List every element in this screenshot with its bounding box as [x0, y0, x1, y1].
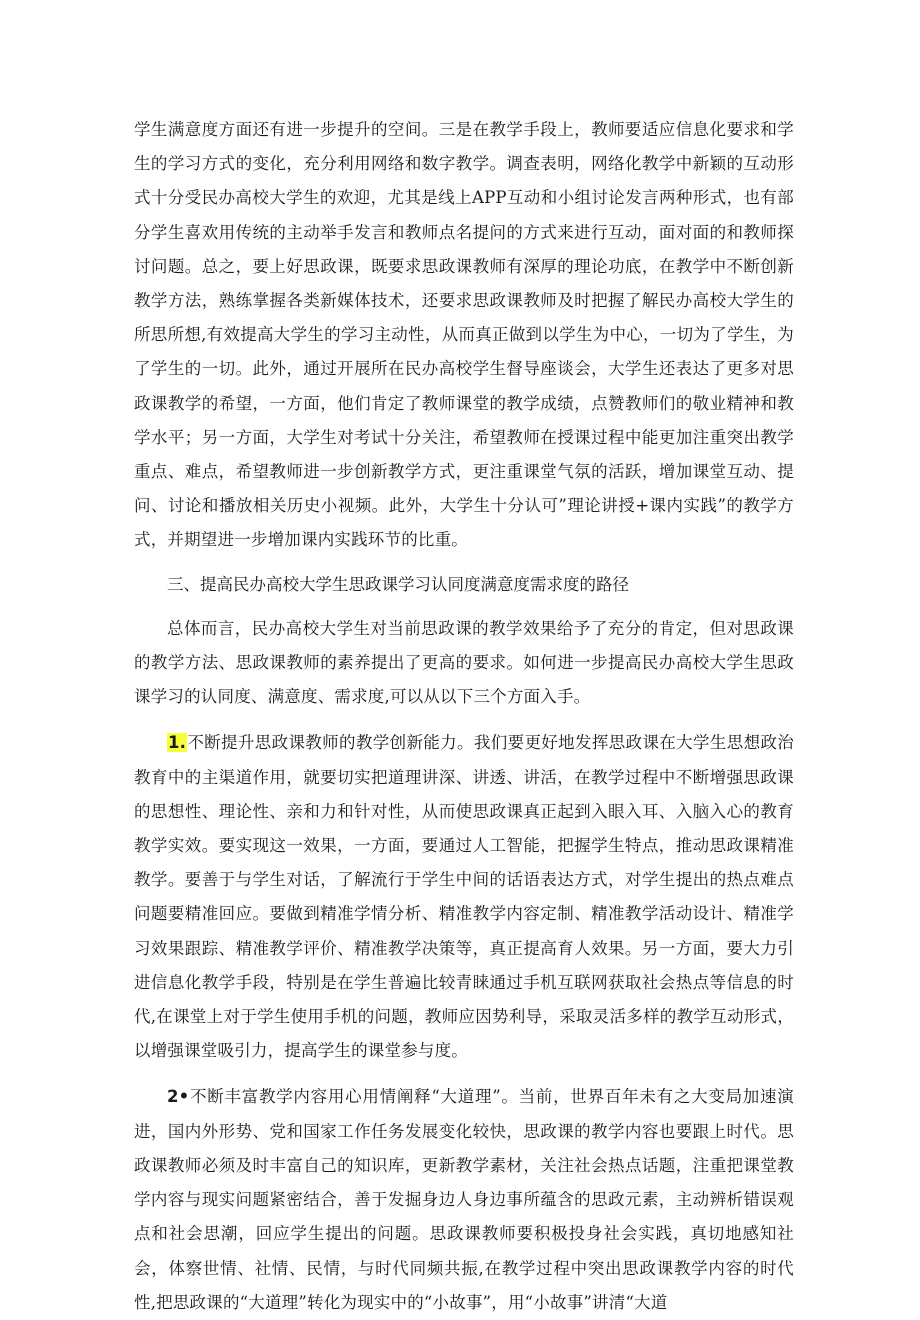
item-1-text: 不断提升思政课教师的教学创新能力。我们要更好地发挥思政课在大学生思想政治教育中的主渠道作用，就要切实把道理讲深、讲透、讲活，在教学过程中不断增强思政课的思想性、理论性、亲和力和针对性，从而使思政课真正起到入眼入耳、入脑入心的教育教学实效。要实现这一效果，一方面，要通过人工智能，把握学生特点，推动思政课精准教学。要善于与学生对话，了解流行于学生中间的话语表达方式，对学生提出的热点难点问题要精准回应。要做到精准学情分析、精准教学内容定制、精准教学活动设计、精准学习效果跟踪、精准教学评价、精准教学决策等，真正提高育人效果。另一方面，要大力引进信息化教学手段，特别是在学生普遍比较青睐通过手机互联网获取社会热点等信息的时代,在课堂上对于学生使用手机的问题，教师应因势利导，采取灵活多样的教学互动形式，以增强课堂吸引力，提高学生的课堂参与度。 [134, 733, 794, 1061]
paragraph-overview: 总体而言，民办高校大学生对当前思政课的教学效果给予了充分的肯定，但对思政课的教学方法、思政课教师的素养提出了更高的要求。如何进一步提高民办高校大学生思政课学习的认同度、满意度、需求度,可以从以下三个方面入手。 [134, 618, 794, 707]
item-2-number: 2• [167, 1087, 190, 1107]
paragraph-item-2 [134, 1080, 794, 1319]
paragraph-item-1 [134, 726, 794, 1068]
section-heading-3: 三、提高民办高校大学生思政课学习认同度满意度需求度的路径 [167, 574, 629, 594]
item-2-text: 不断丰富教学内容用心用情阐释“大道理”。当前，世界百年未有之大变局加速演进，国内外形势、党和国家工作任务发展变化较快，思政课的教学内容也要跟上时代。思政课教师必须及时丰富自己的知识库，更新教学素材，关注社会热点话题，注重把课堂教学内容与现实问题紧密结合，善于发掘身边人身边事所蕴含的思政元素，主动辨析错误观点和社会思潮，回应学生提出的问题。思政课教师要积极投身社会实践，真切地感知社会，体察世情、社情、民情，与时代同频共振,在教学过程中突出思政课教学内容的时代性,把思政课的“大道理”转化为现实中的“小故事”，用“小故事”讲清“大道 [134, 1087, 794, 1312]
item-1-number: 1. [168, 733, 187, 753]
document-body [134, 113, 794, 1320]
paragraph-survey-conclusion: 学生满意度方面还有进一步提升的空间。三是在教学手段上，教师要适应信息化要求和学生的学习方式的变化，充分利用网络和数字教学。调查表明，网络化教学中新颖的互动形式十分受民办高校大学生的欢迎，尤其是线上APP互动和小组讨论发言两种形式，也有部分学生喜欢用传统的主动举手发言和教师点名提问的方式来进行互动，面对面的和教师探讨问题。总之，要上好思政课，既要求思政课教师有深厚的理论功底，在教学中不断创新教学方法，熟练掌握各类新媒体技术，还要求思政课教师及时把握了解民办高校大学生的所思所想,有效提高大学生的学习主动性，从而真正做到以学生为中心，一切为了学生，为了学生的一切。此外，通过开展所在民办高校学生督导座谈会，大学生还表达了更多对思政课教学的希望，一方面，他们肯定了教师课堂的教学成绩，点赞教师们的敬业精神和教学水平；另一方面，大学生对考试十分关注，希望教师在授课过程中能更加注重突出教学重点、难点，希望教师进一步创新教学方式，更注重课堂气氛的活跃，增加课堂互动、提问、讨论和播放相关历史小视频。此外，大学生十分认可”理论讲授+课内实践”的教学方式，并期望进一步增加课内实践环节的比重。 [134, 120, 794, 550]
